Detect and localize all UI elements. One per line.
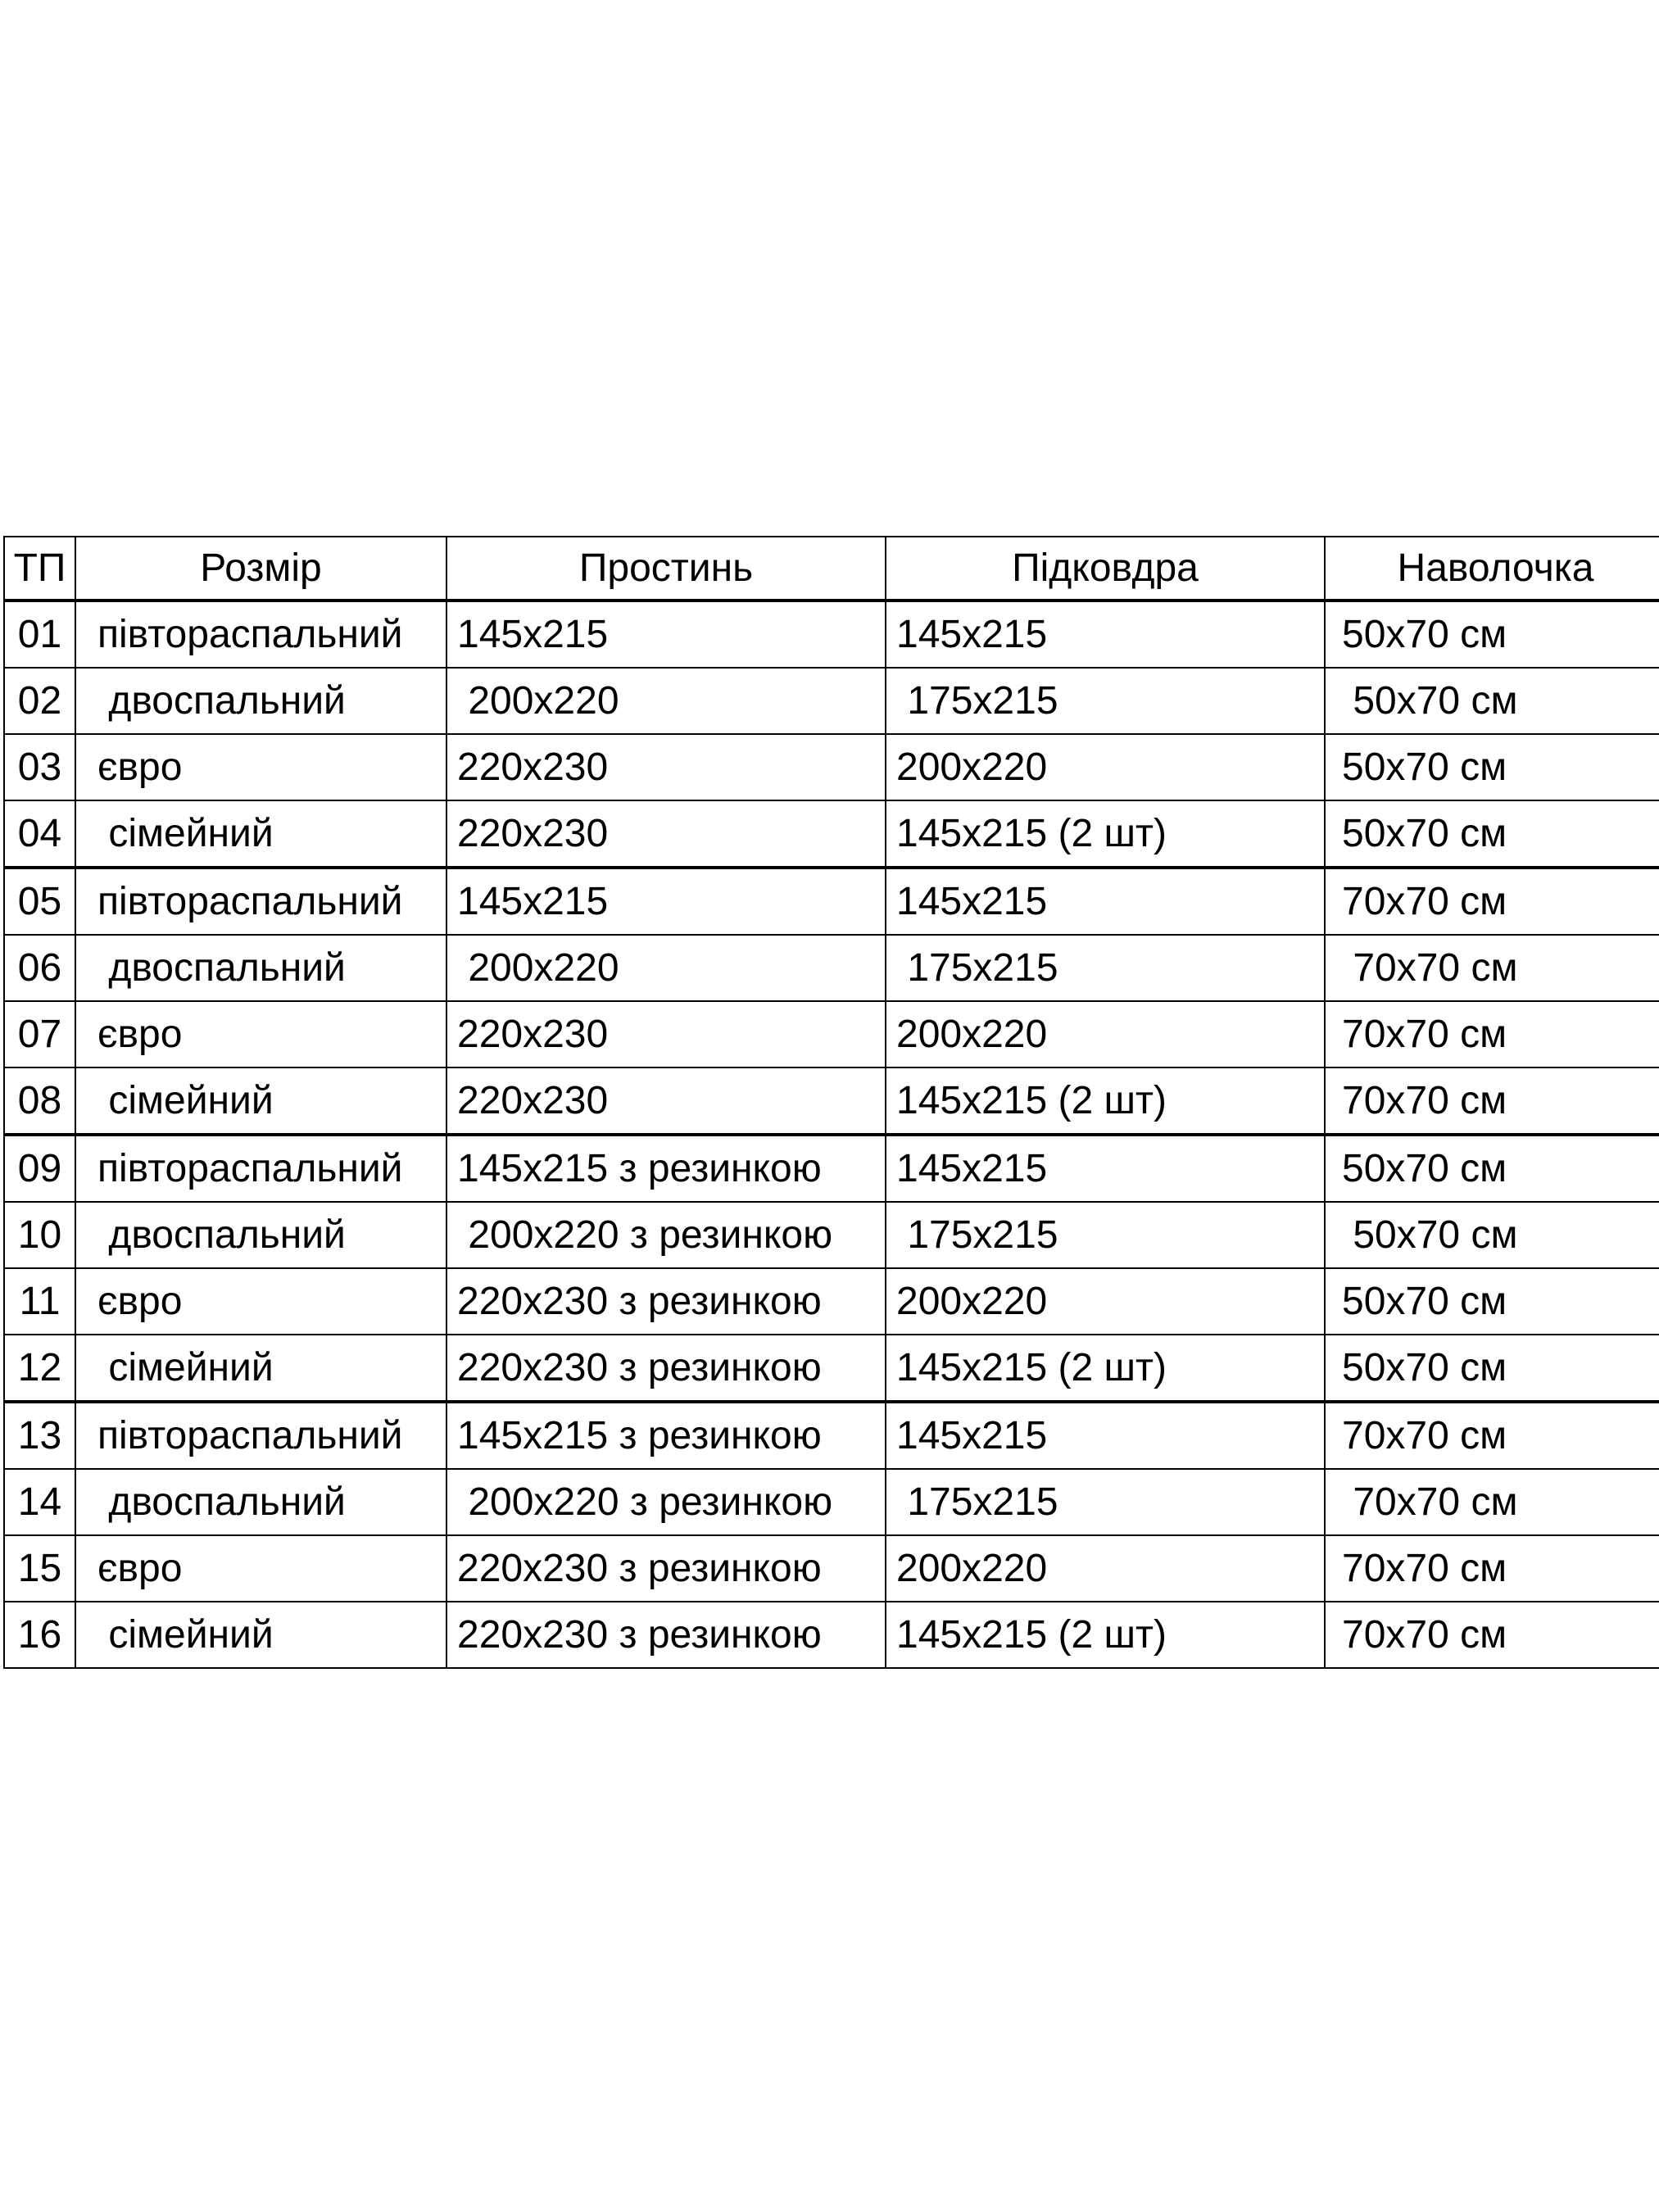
cell-number: 11 — [4, 1268, 75, 1335]
cell-sheet: 220х230 — [446, 800, 886, 868]
cell-pillowcase: 70х70 см — [1325, 1535, 1659, 1602]
size-table-body — [4, 601, 1659, 1668]
cell-pillowcase: 70х70 см — [1325, 935, 1659, 1001]
cell-number: 01 — [4, 601, 75, 668]
table-row — [4, 1402, 1659, 1469]
table-row — [4, 1268, 1659, 1335]
table-row — [4, 868, 1659, 935]
cell-duvet-cover: 200х220 — [886, 1001, 1325, 1067]
cell-pillowcase: 70х70 см — [1325, 1402, 1659, 1469]
cell-size-name: сімейний — [75, 1602, 446, 1668]
bedding-size-table — [3, 536, 1659, 1669]
col-header-duvet-cover: Підковдра — [886, 537, 1325, 601]
cell-size-name: євро — [75, 734, 446, 800]
cell-sheet: 220х230 з резинкою — [446, 1602, 886, 1668]
col-header-pillowcase: Наволочка — [1325, 537, 1659, 601]
table-header — [4, 537, 1659, 601]
cell-sheet: 220х230 — [446, 734, 886, 800]
cell-sheet: 145х215 з резинкою — [446, 1402, 886, 1469]
table-row — [4, 1135, 1659, 1202]
cell-number: 06 — [4, 935, 75, 1001]
cell-duvet-cover: 145х215 — [886, 601, 1325, 668]
cell-pillowcase: 50х70 см — [1325, 1335, 1659, 1402]
cell-number: 12 — [4, 1335, 75, 1402]
cell-number: 02 — [4, 668, 75, 734]
cell-size-name: півтораспальний — [75, 868, 446, 935]
cell-duvet-cover: 175х215 — [886, 668, 1325, 734]
cell-size-name: півтораспальний — [75, 1135, 446, 1202]
cell-pillowcase: 50х70 см — [1325, 601, 1659, 668]
cell-size-name: двоспальний — [75, 1469, 446, 1535]
cell-pillowcase: 50х70 см — [1325, 1135, 1659, 1202]
cell-duvet-cover: 200х220 — [886, 1268, 1325, 1335]
cell-number: 03 — [4, 734, 75, 800]
cell-duvet-cover: 145х215 — [886, 1135, 1325, 1202]
cell-size-name: сімейний — [75, 800, 446, 868]
cell-duvet-cover: 175х215 — [886, 935, 1325, 1001]
cell-number: 13 — [4, 1402, 75, 1469]
table-row — [4, 935, 1659, 1001]
cell-duvet-cover: 145х215 (2 шт) — [886, 1335, 1325, 1402]
cell-sheet: 145х215 — [446, 868, 886, 935]
cell-sheet: 220х230 з резинкою — [446, 1535, 886, 1602]
cell-sheet: 200х220 — [446, 935, 886, 1001]
cell-duvet-cover: 145х215 (2 шт) — [886, 1067, 1325, 1135]
table-row — [4, 1001, 1659, 1067]
cell-sheet: 220х230 — [446, 1067, 886, 1135]
cell-pillowcase: 70х70 см — [1325, 1602, 1659, 1668]
table-row — [4, 1602, 1659, 1668]
table-row — [4, 1469, 1659, 1535]
table-row — [4, 1535, 1659, 1602]
cell-sheet: 220х230 — [446, 1001, 886, 1067]
cell-size-name: двоспальний — [75, 935, 446, 1001]
cell-pillowcase: 70х70 см — [1325, 1001, 1659, 1067]
cell-size-name: євро — [75, 1268, 446, 1335]
table-row — [4, 1202, 1659, 1268]
cell-duvet-cover: 200х220 — [886, 734, 1325, 800]
cell-sheet: 145х215 з резинкою — [446, 1135, 886, 1202]
cell-sheet: 220х230 з резинкою — [446, 1268, 886, 1335]
table-row — [4, 1335, 1659, 1402]
cell-number: 09 — [4, 1135, 75, 1202]
cell-sheet: 200х220 — [446, 668, 886, 734]
cell-pillowcase: 50х70 см — [1325, 800, 1659, 868]
cell-sheet: 145х215 — [446, 601, 886, 668]
cell-number: 04 — [4, 800, 75, 868]
cell-duvet-cover: 175х215 — [886, 1469, 1325, 1535]
cell-size-name: сімейний — [75, 1335, 446, 1402]
cell-number: 05 — [4, 868, 75, 935]
cell-pillowcase: 70х70 см — [1325, 1067, 1659, 1135]
cell-size-name: півтораспальний — [75, 1402, 446, 1469]
cell-number: 07 — [4, 1001, 75, 1067]
cell-size-name: євро — [75, 1535, 446, 1602]
table-row — [4, 800, 1659, 868]
cell-number: 15 — [4, 1535, 75, 1602]
cell-number: 10 — [4, 1202, 75, 1268]
col-header-size: Розмір — [75, 537, 446, 601]
col-header-tp: ТП — [4, 537, 75, 601]
cell-pillowcase: 70х70 см — [1325, 868, 1659, 935]
cell-duvet-cover: 145х215 (2 шт) — [886, 800, 1325, 868]
cell-duvet-cover: 145х215 — [886, 1402, 1325, 1469]
cell-pillowcase: 50х70 см — [1325, 734, 1659, 800]
table-row — [4, 734, 1659, 800]
col-header-sheet: Простинь — [446, 537, 886, 601]
cell-number: 08 — [4, 1067, 75, 1135]
cell-size-name: двоспальний — [75, 1202, 446, 1268]
cell-duvet-cover: 200х220 — [886, 1535, 1325, 1602]
cell-duvet-cover: 145х215 — [886, 868, 1325, 935]
cell-size-name: двоспальний — [75, 668, 446, 734]
cell-pillowcase: 50х70 см — [1325, 668, 1659, 734]
cell-number: 14 — [4, 1469, 75, 1535]
cell-sheet: 200х220 з резинкою — [446, 1202, 886, 1268]
cell-number: 16 — [4, 1602, 75, 1668]
cell-size-name: півтораспальний — [75, 601, 446, 668]
cell-pillowcase: 50х70 см — [1325, 1202, 1659, 1268]
cell-pillowcase: 50х70 см — [1325, 1268, 1659, 1335]
cell-duvet-cover: 145х215 (2 шт) — [886, 1602, 1325, 1668]
cell-pillowcase: 70х70 см — [1325, 1469, 1659, 1535]
table-row — [4, 1067, 1659, 1135]
table-row — [4, 601, 1659, 668]
cell-size-name: євро — [75, 1001, 446, 1067]
header-row — [4, 537, 1659, 601]
cell-sheet: 200х220 з резинкою — [446, 1469, 886, 1535]
cell-duvet-cover: 175х215 — [886, 1202, 1325, 1268]
cell-size-name: сімейний — [75, 1067, 446, 1135]
table-row — [4, 668, 1659, 734]
cell-sheet: 220х230 з резинкою — [446, 1335, 886, 1402]
